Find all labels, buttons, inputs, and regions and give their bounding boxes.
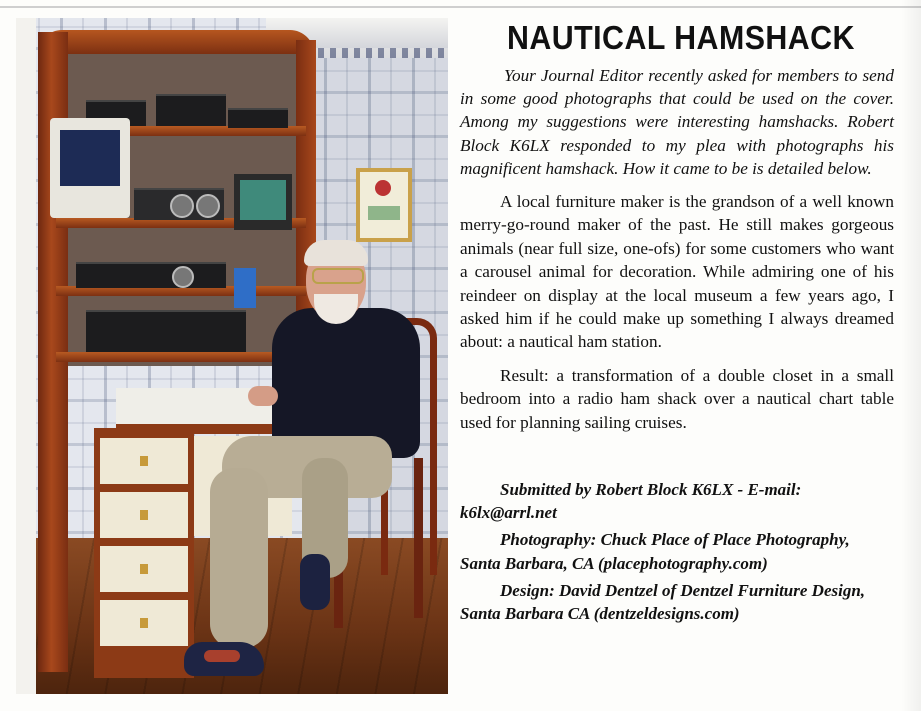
article-column xyxy=(460,18,894,625)
shoe-icon xyxy=(300,554,330,610)
door-frame xyxy=(16,18,36,694)
drawer xyxy=(100,438,188,484)
glasses-icon xyxy=(312,268,364,284)
transceiver xyxy=(76,262,226,288)
knob-icon xyxy=(140,564,148,574)
speaker-icon xyxy=(170,194,194,218)
article-paragraph: A local furniture maker is the grandson of a well known merry-go-round maker of the past. He still makes gorgeous animals (near full size, one-ofs) for some customers who want a carousel animal for decoration. While admiring one of his reindeer on display at the local museum a few years ago, I asked him if he could make up something I always dreamed about: a nautical ham station. xyxy=(460,192,894,352)
cabinet-arch xyxy=(38,30,314,54)
drawer xyxy=(100,546,188,592)
crt-monitor xyxy=(50,118,130,218)
article-paragraph: Result: a transformation of a double closet in a small bedroom into a radio ham shack over a nautical chart table used for planning sailing cruises. xyxy=(460,365,894,432)
article-intro: Your Journal Editor recently asked for members to send in some good photographs that could be used on the cover. Among my suggestions were interesting hamshacks. Robert Block K6LX responded to my plea with photographs his magnificent hamshack. How it came to be is detailed below. xyxy=(460,66,894,178)
shoe-lace xyxy=(204,650,240,662)
shelf-4 xyxy=(56,352,306,362)
hamshack-photo xyxy=(16,18,448,694)
tuning-dial-icon xyxy=(172,266,194,288)
chair-leg xyxy=(414,458,423,618)
monitor-screen xyxy=(240,180,286,220)
amplifier xyxy=(86,310,246,352)
radio-unit xyxy=(134,188,224,220)
person-leg xyxy=(210,468,268,648)
radio-unit xyxy=(228,108,288,128)
knob-icon xyxy=(140,456,148,466)
drawer xyxy=(100,600,188,646)
certificate-frame xyxy=(356,168,412,242)
article-title: NAUTICAL HAMSHACK xyxy=(507,19,855,56)
wallpaper-border xyxy=(306,48,448,58)
credit-photography: Photography: Chuck Place of Place Photography, Santa Barbara, CA (placephotography.com) xyxy=(460,530,850,573)
page-top-rule xyxy=(0,6,921,8)
shoe-icon xyxy=(184,642,264,676)
person-hair xyxy=(304,240,368,266)
drawer xyxy=(100,492,188,538)
page-edge-shadow xyxy=(901,0,921,711)
person-hand xyxy=(248,386,278,406)
blue-binder xyxy=(234,268,256,308)
knob-icon xyxy=(140,618,148,628)
certificate-seal xyxy=(375,180,391,196)
credit-design: Design: David Dentzel of Dentzel Furniture Design, Santa Barbara CA (dentzeldesigns.com) xyxy=(460,580,866,624)
monitor-screen xyxy=(60,130,120,186)
speaker-icon xyxy=(196,194,220,218)
radio-unit xyxy=(156,94,226,126)
drawer-stack xyxy=(94,428,194,678)
knob-icon xyxy=(140,510,148,520)
credit-submitted: Submitted by Robert Block K6LX - E-mail: k6lx@arrl.net xyxy=(460,480,802,523)
certificate-ribbon xyxy=(368,206,400,220)
small-monitor xyxy=(234,174,292,230)
